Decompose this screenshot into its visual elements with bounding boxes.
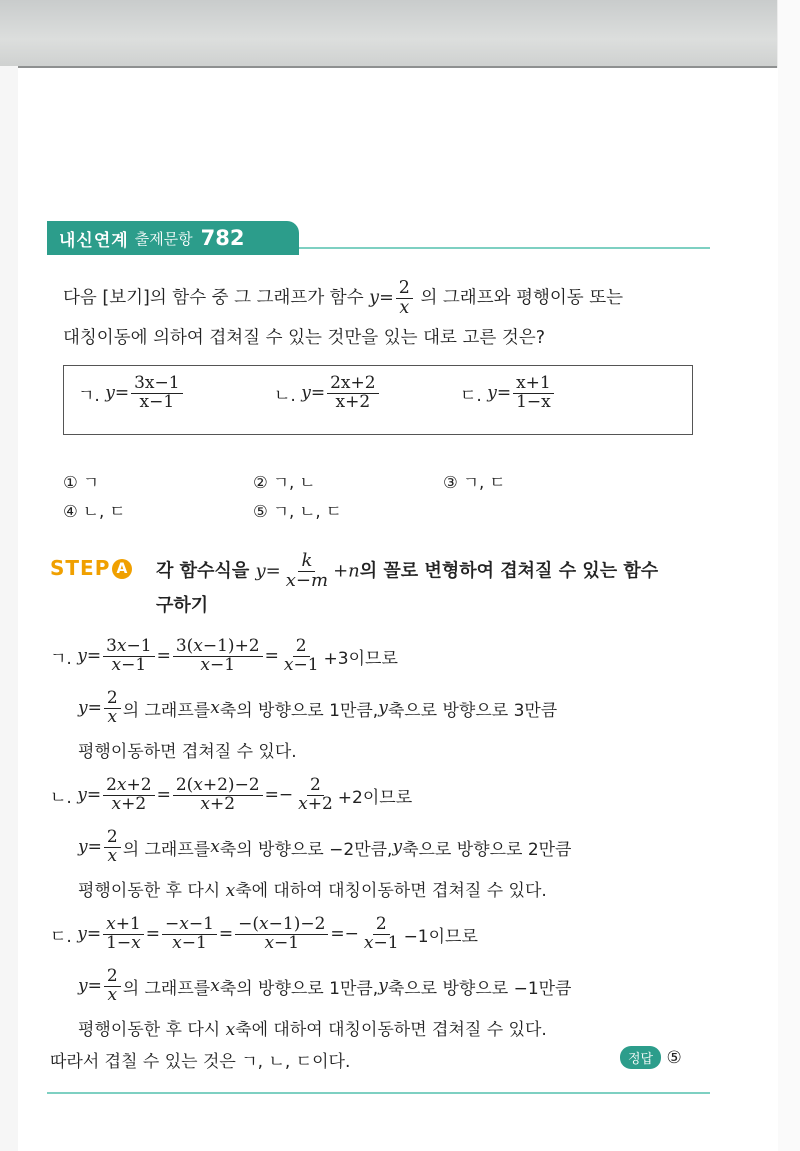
header-rule (299, 247, 710, 249)
header-series: 내신연계 (59, 230, 129, 251)
page-left-margin (0, 66, 18, 1151)
answer-value: ⑤ (666, 1047, 682, 1068)
solution-d-desc-2: 평행이동한 후 다시 x축에 대하여 대칭이동하면 겹쳐질 수 있다. (78, 1020, 547, 1040)
header-tab (47, 221, 299, 255)
answer (620, 1046, 682, 1069)
solution-n-desc-2: 평행이동한 후 다시 x축에 대하여 대칭이동하면 겹쳐질 수 있다. (78, 881, 547, 901)
example-box (63, 365, 693, 435)
solution-n-equation: ㄴ. y = $\frac{2x+2}{x+2}$ = $\frac{2(x+2)-2}{x+2}$ =− $\frac{2}{x+2}$ +2이므로 (50, 775, 413, 814)
solution-d-desc-1: y = $\frac{2}{x}$ 의 그래프를 x 축의 방향으로 1만큼, y 축으로 방향으로 −1만큼 (78, 966, 572, 1005)
solution-g-desc-1: y = $\frac{2}{x}$ 의 그래프를 x 축의 방향으로 1만큼, y 축으로 방향으로 3만큼 (78, 688, 558, 727)
step-label: STEP A (50, 556, 132, 580)
solution-g-equation: ㄱ. y = $\frac{3x-1}{x-1}$ = $\frac{3(x-1)+2}{x-1}$ = $\frac{2}{x-1}$ +3이므로 (50, 636, 398, 675)
example-item-g: ㄱ. y = $\frac{3x-1}{x-1}$ (78, 375, 185, 412)
header-kind: 출제문항 (134, 229, 193, 248)
choice-3[interactable]: ③ ㄱ, ㄷ (443, 473, 506, 492)
question-line-1: 다음 [보기]의 함수 중 그 그래프가 함수 y= $\frac{2}{x}$ 의 그래프와 평행이동 또는 (63, 278, 624, 318)
question-line-2: 대칭이동에 의하여 겹쳐질 수 있는 것만을 있는 대로 고른 것은? (63, 328, 545, 348)
solution-n-desc-1: y = $\frac{2}{x}$ 의 그래프를 x 축의 방향으로 −2만큼, y 축으로 방향으로 2만큼 (78, 827, 572, 866)
choice-2[interactable]: ② ㄱ, ㄴ (253, 473, 316, 492)
answer-badge: 정답 (620, 1046, 661, 1069)
scan-top-strip (0, 0, 800, 66)
question-text (63, 278, 713, 358)
bottom-rule (47, 1092, 710, 1094)
solution-d-equation: ㄷ. y = $\frac{x+1}{1-x}$ = $\frac{-x-1}{x-1}$ = $\frac{-(x-1)-2}{x-1}$ =− $\frac{2}{x-1}$ −1이므로 (50, 914, 478, 953)
step-badge: A (112, 559, 132, 579)
example-item-d: ㄷ. y = $\frac{x+1}{1-x}$ (460, 375, 556, 412)
problem-header (47, 221, 710, 255)
problem-number: 782 (200, 226, 245, 250)
conclusion: 따라서 겹칠 수 있는 것은 ㄱ, ㄴ, ㄷ이다. (50, 1052, 351, 1072)
step-title: 각 함수식을 y= $\frac{k}{x-m}$ +n의 꼴로 변형하여 겹쳐질 수 있는 함수 구하기 (156, 550, 659, 616)
page-right-edge (777, 0, 800, 1151)
example-item-n: ㄴ. y = $\frac{2x+2}{x+2}$ (274, 375, 381, 412)
choice-4[interactable]: ④ ㄴ, ㄷ (63, 502, 126, 521)
choice-5[interactable]: ⑤ ㄱ, ㄴ, ㄷ (253, 502, 342, 521)
solution-g-desc-2: 평행이동하면 겹쳐질 수 있다. (78, 742, 297, 762)
choice-1[interactable]: ① ㄱ (63, 473, 99, 492)
